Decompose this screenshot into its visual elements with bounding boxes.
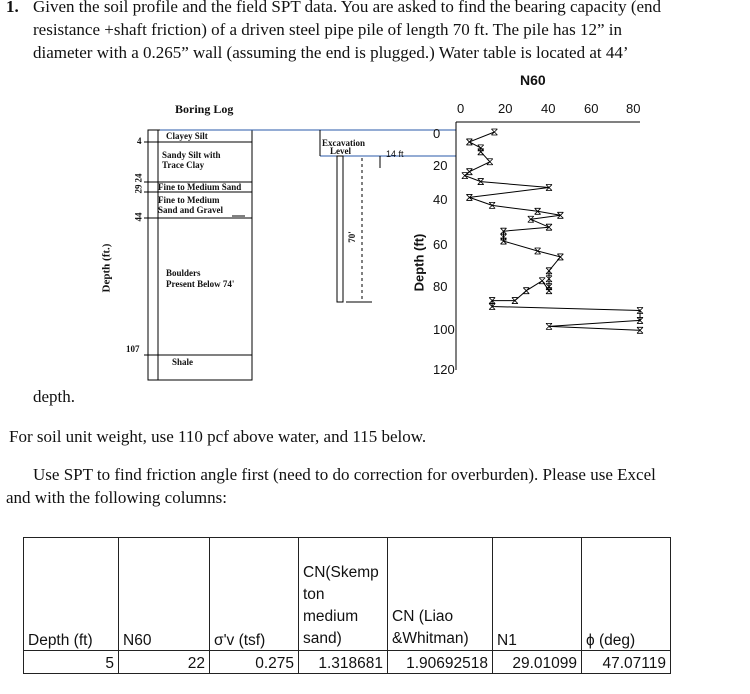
layer-label: Shale [172,357,194,367]
dim-14-label: 14 ft [386,149,404,159]
cell-sigma: 0.275 [210,651,299,674]
depth-tick-label: 40 [433,192,448,207]
table-header-row [24,538,671,651]
cell-cn-skempton: 1.318681 [299,651,388,674]
n60-data-point [462,173,468,179]
dim-70-label: 70' [346,231,357,243]
header-cn-liao-line: CN (Liao [392,608,454,625]
layer-label: Trace Clay [162,160,205,170]
table-row [24,651,671,674]
depth-tick-label: 80 [433,279,448,294]
layer-label: Sand and Gravel [158,205,224,215]
layer-label: Present Below 74' [166,279,235,289]
pile-shape [337,156,343,302]
layer-label: Fine to Medium Sand [158,182,242,192]
excavation-label: Level [330,146,351,156]
n60-tick-label: 40 [541,101,556,116]
header-cn-skempton-line: ton [303,586,325,603]
depth-axis-label-right: Depth (ft) [411,233,427,292]
n60-axis-title: N60 [520,72,546,88]
log-depth-mark: 4 [137,136,142,146]
log-column-left [148,130,158,380]
header-cn-skempton [299,538,388,651]
header-cn-liao-line: &Whitman) [392,630,469,647]
header-depth: Depth (ft) [24,538,119,651]
unit-weight-instruction: For soil unit weight, use 110 pcf above water, and 115 below. [9,427,427,446]
n60-series-line [465,132,640,330]
question-line-4: depth. [33,387,76,406]
n60-tick-label: 80 [626,101,641,116]
cell-cn-liao: 1.90692518 [388,651,493,674]
log-depth-mark: 44 [133,212,144,222]
n60-data-point [466,169,472,175]
cell-n1: 29.01099 [493,651,582,674]
n60-data-point [491,129,497,135]
cell-n60: 22 [119,651,210,674]
depth-tick-label: 120 [433,362,455,377]
n60-data-point [539,278,545,284]
question-number: 1. [6,0,19,16]
n60-data-point [487,159,493,165]
layer-label: Sandy Silt with [162,150,221,160]
cell-depth: 5 [24,651,119,674]
n60-tick-label: 20 [498,101,513,116]
header-cn-skempton-line: CN(Skemp [303,564,379,581]
spt-instruction-line-1: Use SPT to find friction angle first (need to do correction for overburden). Please use Excel [33,465,656,484]
depth-tick-label: 60 [433,237,448,252]
log-depth-mark: 29 [133,184,144,194]
results-table [23,537,671,674]
excavation-label: Excavation [322,138,366,148]
log-depth-mark: 107 [126,344,140,354]
header-n1: N1 [493,538,582,651]
n60-data-point [523,288,529,294]
depth-tick-label: 100 [433,322,455,337]
n60-data-point [557,254,563,260]
header-n60: N60 [119,538,210,651]
boring-log-title: Boring Log [175,102,234,116]
n60-data-point [535,248,541,254]
spt-instruction-line-2: and with the following columns: [6,488,227,507]
log-depth-mark: 24 [133,173,144,183]
layer-label: Clayey Silt [166,131,208,141]
question-line-2: resistance +shaft friction) of a driven steel pipe pile of length 70 ft. The pile has 12” in [33,20,622,39]
n60-data-point [466,139,472,145]
question-line-1: Given the soil profile and the field SPT data. You are asked to find the bearing capacity (end [33,0,662,16]
header-phi: ϕ (deg) [582,538,671,651]
n60-tick-label: 0 [457,101,465,116]
header-cn-skempton-line: sand) [303,630,342,647]
layer-label: Fine to Medium [158,195,220,205]
depth-tick-label: 20 [433,158,448,173]
header-sigma: σ'v (tsf) [210,538,299,651]
layer-label: Boulders [166,268,201,278]
cell-phi: 47.07119 [582,651,671,674]
depth-axis-label-left: Depth (ft.) [100,243,113,293]
header-cn-liao [388,538,493,651]
n60-chart [462,129,643,333]
n60-tick-label: 60 [584,101,599,116]
question-line-3: diameter with a 0.265” wall (assuming the end is plugged.) Water table is located at 44’ [33,43,629,62]
header-cn-skempton-line: medium [303,608,359,625]
depth-tick-label: 0 [433,126,441,141]
